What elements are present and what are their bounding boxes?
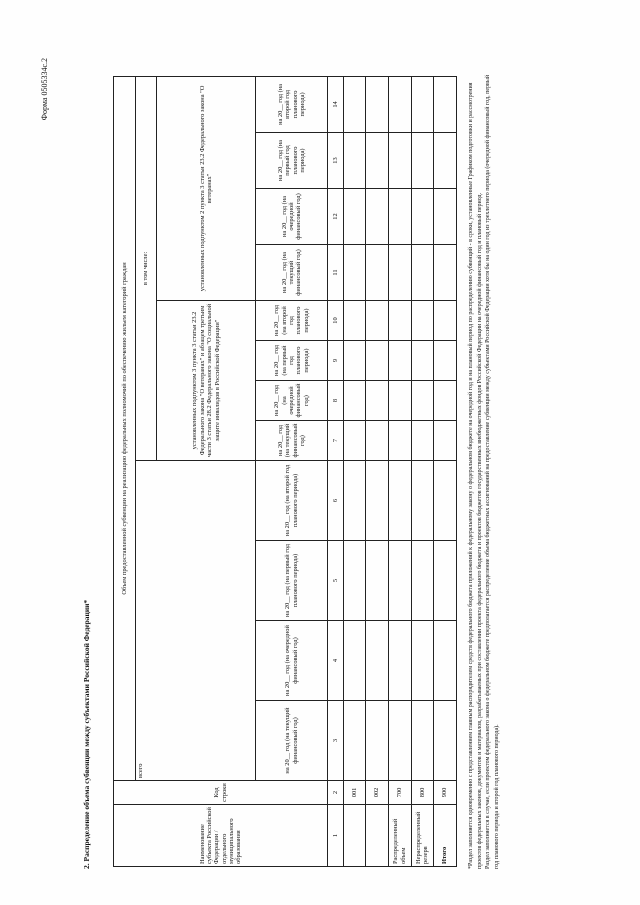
row-name: Нераспределенный резерв <box>411 805 434 867</box>
empty-cell <box>411 341 434 381</box>
empty-cell <box>343 541 366 621</box>
empty-cell <box>366 76 389 132</box>
period-col-a-next: на 20__ год (на очередной финансовый год) <box>256 381 328 421</box>
subvention-distribution-table <box>113 76 457 867</box>
empty-cell <box>411 461 434 541</box>
empty-cell <box>434 133 457 189</box>
column-number: 9 <box>328 341 343 381</box>
row-name: Итого <box>434 805 457 867</box>
empty-cell <box>411 421 434 461</box>
empty-cell <box>389 76 412 132</box>
empty-cell <box>389 341 412 381</box>
column-number: 8 <box>328 381 343 421</box>
period-col-a-plan-2: на 20__ год (на второй год планового периода) <box>256 301 328 341</box>
period-col-next: на 20__ год (на очередной финансовый год) <box>256 621 328 701</box>
empty-cell <box>389 245 412 301</box>
period-col-a-current: на 20__ год (на текущий финансовый год) <box>256 421 328 461</box>
row-code: 001 <box>343 781 366 805</box>
footnote: *Раздел заполняется одновременно с представлением главным распорядителем средств федерального бюджета приложений к федеральному закону о федеральном бюджете на очередной год и на плановый период по распределению субвенций - в сроки, установленные Графиком подготовки и рассмотрения проектов федеральных законов, документов и материалов, разрабатываемых при составлении проекта федерального бюджета и проектов бюджетов государственных внебюджетных фондов Российской Федерации на очередной финансовый год и плановый период. <box>468 82 483 869</box>
empty-cell <box>366 461 389 541</box>
row-code: 900 <box>434 781 457 805</box>
empty-cell <box>434 541 457 621</box>
empty-cell <box>366 133 389 189</box>
empty-cell <box>366 421 389 461</box>
empty-cell <box>343 341 366 381</box>
empty-cell <box>411 76 434 132</box>
column-number: 2 <box>328 781 343 805</box>
empty-cell <box>389 301 412 341</box>
empty-cell <box>434 381 457 421</box>
period-col-b-current: на 20__ год (на текущий финансовый год) <box>256 245 328 301</box>
empty-cell <box>411 381 434 421</box>
period-col-b-plan-1: на 20__ год (на первый год планового периода) <box>256 133 328 189</box>
column-number: 14 <box>328 76 343 132</box>
column-number: 11 <box>328 245 343 301</box>
empty-cell <box>434 245 457 301</box>
row-name: Распределенный объем <box>389 805 412 867</box>
empty-cell <box>389 189 412 245</box>
empty-cell <box>343 621 366 701</box>
empty-cell <box>389 701 412 781</box>
empty-cell <box>434 189 457 245</box>
empty-cell <box>434 461 457 541</box>
period-col-plan-2: на 20__ год (на второй год планового периода) <box>256 461 328 541</box>
empty-cell <box>411 189 434 245</box>
empty-cell <box>343 421 366 461</box>
empty-cell <box>411 621 434 701</box>
empty-cell <box>434 701 457 781</box>
row-name <box>366 805 389 867</box>
empty-cell <box>389 461 412 541</box>
column-number: 3 <box>328 701 343 781</box>
table-body <box>343 76 456 866</box>
column-number: 10 <box>328 301 343 341</box>
empty-cell <box>434 421 457 461</box>
empty-cell <box>343 189 366 245</box>
empty-cell <box>366 701 389 781</box>
period-col-a-plan-1: на 20__ год (на первый год планового периода) <box>256 341 328 381</box>
empty-cell <box>343 381 366 421</box>
footnotes <box>467 69 502 869</box>
empty-cell <box>366 341 389 381</box>
empty-cell <box>343 301 366 341</box>
empty-cell <box>343 76 366 132</box>
form-code: Форма 0505334с.2 <box>40 58 49 121</box>
column-number: 12 <box>328 189 343 245</box>
table-row <box>434 76 457 866</box>
empty-cell <box>411 301 434 341</box>
empty-cell <box>434 301 457 341</box>
empty-cell <box>366 381 389 421</box>
column-number: 7 <box>328 421 343 461</box>
empty-cell <box>366 245 389 301</box>
empty-cell <box>411 133 434 189</box>
empty-cell <box>366 189 389 245</box>
period-col-current: на 20__ год (на текущий финансовый год) <box>256 701 328 781</box>
table-row <box>389 76 412 866</box>
group-b-header: установленных подпунктом 2 пункта 3 статьи 23.2 Федерального закона "О ветеранах" <box>157 76 256 300</box>
empty-cell <box>434 621 457 701</box>
empty-cell <box>343 133 366 189</box>
empty-cell <box>411 245 434 301</box>
empty-cell <box>389 541 412 621</box>
empty-cell <box>366 301 389 341</box>
column-number: 1 <box>328 805 343 867</box>
section-title: 2. Распределение объема субвенции между субъектами Российской Федерации* <box>82 599 91 869</box>
table-row <box>343 76 366 866</box>
empty-cell <box>434 341 457 381</box>
period-col-b-plan-2: на 20__ год (на второй год планового периода) <box>256 76 328 132</box>
total-header: всего <box>135 461 256 781</box>
empty-cell <box>434 76 457 132</box>
empty-cell <box>389 621 412 701</box>
row-code: 700 <box>389 781 412 805</box>
table-row <box>411 76 434 866</box>
volume-header: Объем предоставленной субвенции на реализацию федеральных полномочий по обеспечению жильем категорий граждан <box>114 76 136 780</box>
footnote: Раздел заполняется в случае, если проектом федерального закона о федеральном бюджете предполагается распределение объема бюджетных ассигнований на предоставление субвенции между субъектами Российской Федерации хотя бы на один год из трехлетнего периода (очередной финансовый год, первый год планового периода и второй год планового периода). <box>485 74 501 869</box>
empty-cell <box>411 541 434 621</box>
empty-cell <box>343 461 366 541</box>
column-number: 6 <box>328 461 343 541</box>
column-number-row <box>328 76 343 866</box>
empty-cell <box>389 421 412 461</box>
empty-cell <box>343 701 366 781</box>
code-header: Код строки <box>114 781 328 805</box>
group-a-header: установленных подпунктом 3 пункта 3 статьи 23.2 Федерального закона "О ветеранах" и абзацем третьим части 3 статьи 28.2 Федерального закона "О социальной защите инвалидов в Российской Федерации" <box>157 301 256 461</box>
empty-cell <box>343 245 366 301</box>
period-col-plan-1: на 20__ год (на первый год планового периода) <box>256 541 328 621</box>
column-number: 5 <box>328 541 343 621</box>
empty-cell <box>389 381 412 421</box>
empty-cell <box>366 621 389 701</box>
column-number: 13 <box>328 133 343 189</box>
period-col-b-next: на 20__ год (на очередной финансовый год) <box>256 189 328 245</box>
including-header: в том числе: <box>135 76 157 460</box>
row-code: 800 <box>411 781 434 805</box>
column-number: 4 <box>328 621 343 701</box>
name-header: Наименование субъекта Российской Федерации / отдельного муниципального образования <box>114 805 328 867</box>
row-name <box>343 805 366 867</box>
row-code: 002 <box>366 781 389 805</box>
table-row <box>366 76 389 866</box>
empty-cell <box>411 701 434 781</box>
empty-cell <box>389 133 412 189</box>
empty-cell <box>366 541 389 621</box>
